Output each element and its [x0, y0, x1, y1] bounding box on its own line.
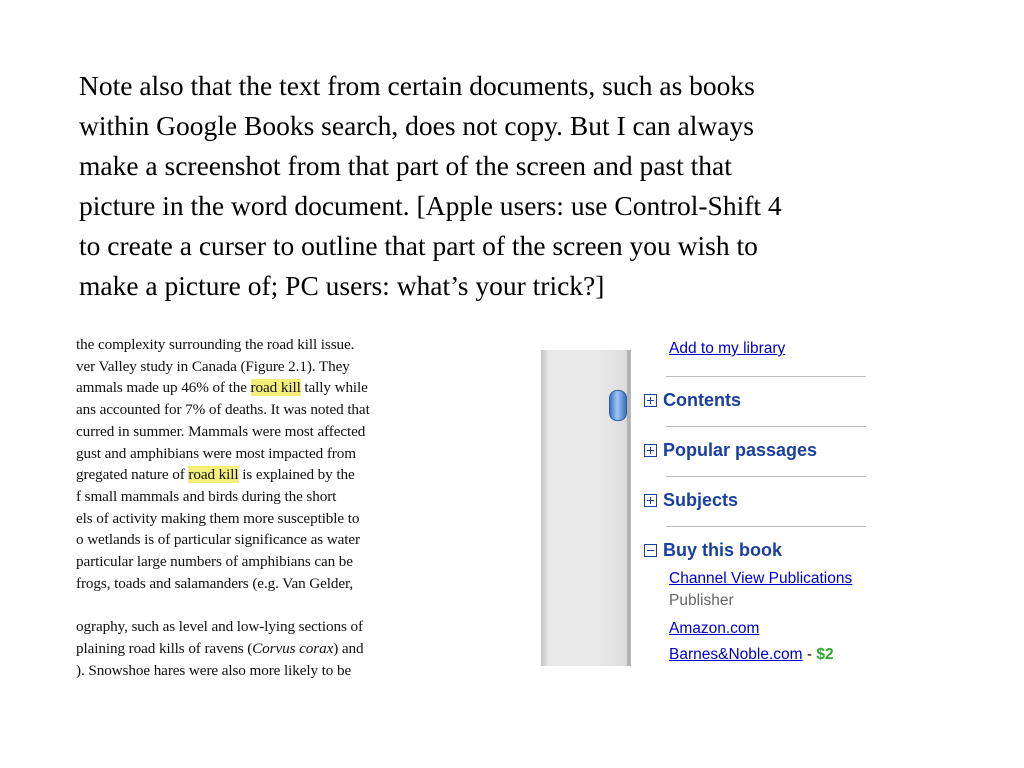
paragraph-line: picture in the word document. [Apple users: use Control-Shift 4 [79, 190, 782, 221]
book-scan-text [76, 334, 456, 681]
price-separator: - [802, 646, 817, 663]
book-text: plaining road kills of ravens ( [76, 639, 253, 657]
book-line: gust and amphibians were most impacted from [76, 444, 356, 462]
pane-divider [627, 350, 630, 666]
book-line: the complexity surrounding the road kill issue. [76, 336, 355, 353]
expand-plus-icon[interactable] [644, 394, 657, 407]
book-scan-screenshot [76, 336, 452, 679]
amazon-link[interactable]: Amazon.com [669, 620, 760, 637]
collapse-minus-icon[interactable] [644, 544, 657, 557]
book-line: f small mammals and birds during the short [76, 487, 337, 505]
expand-plus-icon[interactable] [644, 444, 657, 457]
book-line: els of activity making them more susceptible to [76, 509, 360, 527]
section-label[interactable]: Subjects [663, 490, 739, 510]
section-buy-this-book[interactable] [644, 540, 782, 561]
paragraph-line: make a picture of; PC users: what’s your trick?] [79, 270, 605, 301]
expand-plus-icon[interactable] [644, 494, 657, 507]
paragraph-line: Note also that the text from certain documents, such as books [79, 70, 755, 101]
paragraph-gap [76, 594, 456, 616]
google-books-panel-screenshot [541, 340, 863, 666]
book-line: ). Snowshoe hares were also more likely to be [76, 661, 352, 679]
amazon-entry [669, 620, 759, 638]
book-line: o wetlands is of particular significance as water [76, 531, 360, 549]
book-text: gregated nature of [76, 466, 189, 484]
book-line [76, 377, 456, 399]
section-popular-passages[interactable] [644, 440, 817, 461]
book-line: curred in summer. Mammals were most affected [76, 422, 366, 440]
paragraph-line: within Google Books search, does not copy. But I can always [79, 110, 754, 141]
publisher-link[interactable]: Channel View Publications [669, 570, 853, 587]
species-name: Corvus corax [252, 639, 334, 657]
section-contents[interactable] [644, 390, 741, 411]
publisher-caption-text: Publisher [669, 592, 734, 609]
price-label: $2 [816, 646, 834, 663]
book-text: ) and [333, 639, 364, 657]
book-line: ography, such as level and low-lying sections of [76, 618, 363, 636]
book-text: ammals made up 46% of the [76, 379, 251, 397]
publisher-caption [669, 592, 734, 610]
divider [666, 476, 866, 477]
book-line [76, 464, 456, 486]
divider [666, 376, 866, 377]
search-highlight: road kill [250, 379, 301, 397]
add-to-library-link[interactable]: Add to my library [669, 340, 786, 357]
book-line: particular large numbers of amphibians can be [76, 553, 353, 571]
section-label[interactable]: Buy this book [663, 540, 783, 560]
section-label[interactable]: Contents [663, 390, 741, 410]
bn-entry [669, 646, 834, 664]
publisher-entry [669, 570, 852, 588]
book-text: is explained by the [238, 466, 355, 484]
book-line: frogs, toads and salamanders (e.g. Van Gelder, [76, 574, 354, 592]
search-highlight: road kill [188, 466, 239, 484]
section-label[interactable]: Popular passages [663, 440, 818, 460]
slide-paragraph [79, 66, 979, 306]
divider [666, 426, 866, 427]
divider [666, 526, 866, 527]
book-line: ans accounted for 7% of deaths. It was noted that [76, 401, 370, 419]
paragraph-line: make a screenshot from that part of the screen and past that [79, 150, 732, 181]
scrollbar[interactable] [541, 350, 631, 666]
book-text: tally while [300, 379, 368, 397]
book-line [76, 638, 456, 660]
barnes-noble-link[interactable]: Barnes&Noble.com [669, 646, 803, 663]
paragraph-line: to create a curser to outline that part of the screen you wish to [79, 230, 758, 261]
scrollbar-thumb[interactable] [609, 390, 627, 421]
book-line: ver Valley study in Canada (Figure 2.1). They [76, 357, 350, 375]
section-subjects[interactable] [644, 490, 738, 511]
